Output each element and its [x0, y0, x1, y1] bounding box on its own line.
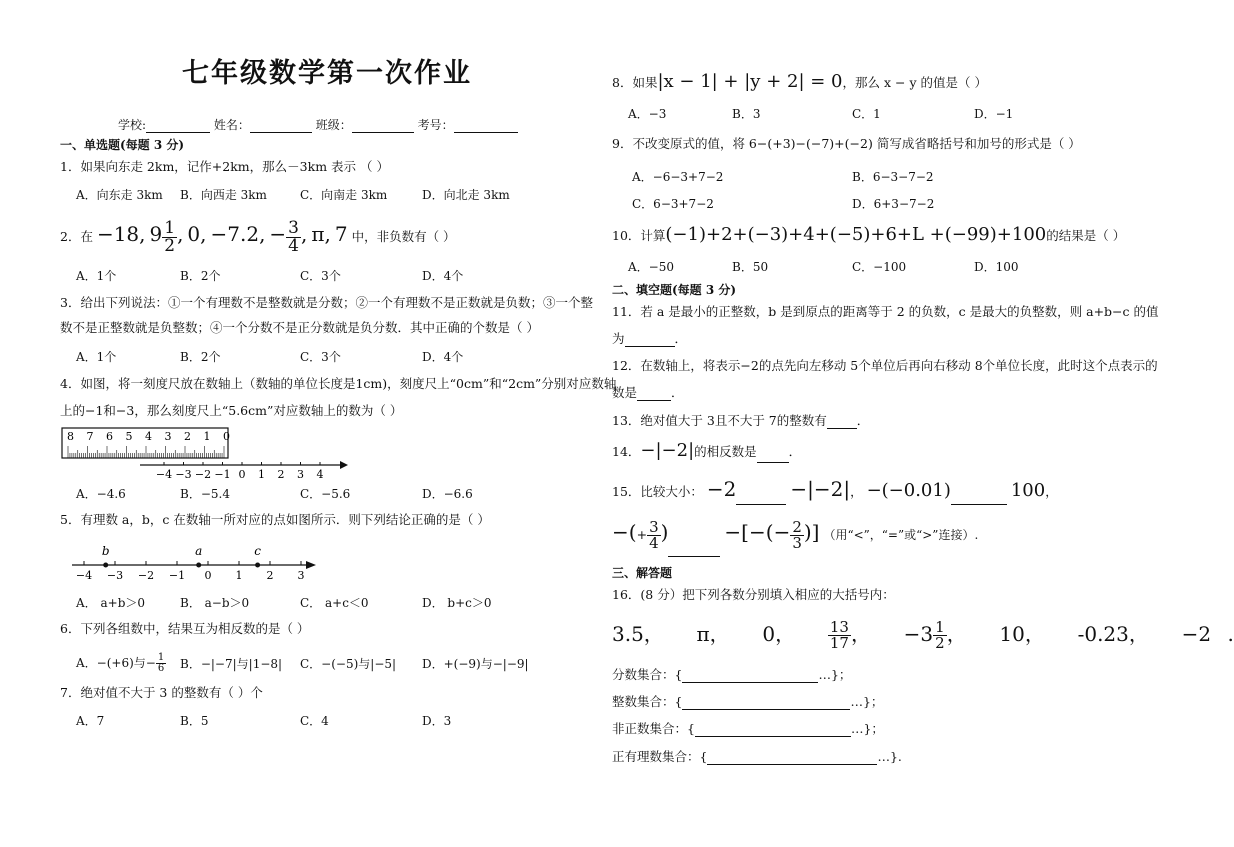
option-c[interactable]: C．1 [852, 107, 881, 121]
axis-label: −4 [75, 569, 93, 582]
answer-blank[interactable] [827, 415, 857, 429]
option-c[interactable]: C．−100 [852, 260, 907, 274]
answer-blank[interactable] [736, 486, 786, 505]
axis-label: −3 [175, 468, 192, 481]
name-label: 姓名： [213, 118, 250, 132]
ruler-digit: 0 [223, 430, 230, 443]
fraction: $\frac{3}{4}$ [288, 218, 299, 256]
option-b[interactable]: B．50 [732, 260, 769, 274]
fraction: $\frac{1}{6}$ [157, 652, 165, 674]
class-blank[interactable] [352, 119, 414, 133]
answer-blank[interactable] [695, 723, 851, 737]
option-a[interactable]: A． a+b＞0 [76, 596, 146, 610]
answer-blank[interactable] [757, 449, 789, 463]
option-b[interactable]: B．5 [180, 714, 209, 728]
math-expression: −|−2| [640, 440, 695, 461]
question-stem: −(+ $\frac{3}{4}$ ) −[−(− $\frac{2}{3}$ )] （用“<”，“=”或“>”连接）. [612, 510, 978, 557]
school-label: 学校: [118, 118, 147, 132]
question-stem: 3．给出下列说法：①一个有理数不是整数就是分数；②一个有理数不是正数就是负数；③一个整 [60, 295, 593, 310]
option-d[interactable]: D．+(−9)与−|−9| [422, 657, 529, 671]
section-title: 二、填空题(每题 3 分) [612, 283, 737, 297]
question-stem: 7．绝对值不大于 3 的整数有（ ）个 [60, 685, 263, 700]
axis-label: 2 [277, 468, 285, 481]
option-b[interactable]: B．3 [732, 107, 761, 121]
axis-label: 3 [297, 468, 304, 481]
option-a[interactable]: A．7 [76, 714, 105, 728]
option-c[interactable]: C．3个 [300, 350, 341, 364]
option-b[interactable]: B．−|−7|与|1−8| [180, 657, 283, 671]
arrow-icon [306, 561, 316, 569]
option-d[interactable]: D．向北走 3km [422, 188, 510, 202]
ruler-number-line-figure [60, 426, 360, 480]
option-d[interactable]: D．4个 [422, 269, 464, 283]
page-title: 七年级数学第一次作业 [182, 58, 472, 89]
question-stem: 14．−|−2|的相反数是 ． [612, 440, 802, 461]
option-d[interactable]: D．−1 [974, 107, 1014, 121]
fraction: $\frac{3}{4}$ [649, 518, 659, 552]
option-d[interactable]: D．−6.6 [422, 487, 473, 501]
points [102, 544, 261, 568]
option-b[interactable]: B．2个 [180, 350, 221, 364]
option-c[interactable]: C．3个 [300, 269, 341, 283]
option-b[interactable]: B．6−3−7−2 [852, 170, 934, 184]
section-title: 一、单选题(每题 3 分) [60, 138, 185, 152]
name-blank[interactable] [250, 119, 312, 133]
option-a[interactable]: A．−(+6)与− $\frac{1}{6}$ [76, 652, 165, 674]
ruler-digits [67, 430, 230, 443]
option-c[interactable]: C．向南走 3km [300, 188, 388, 202]
arrow-icon [340, 461, 348, 469]
question-stem: 2．在 −18, 9 $\frac{1}{2}$ , 0, −7.2, − $\frac{3}{4}$ , π, 7 中，非负数有（ ） [60, 218, 456, 256]
question-stem: 12．在数轴上，将表示−2的点先向左移动 5个单位后再向右移动 8个单位长度，此时这个点表示的 [612, 358, 1158, 373]
question-stem: 15．比较大小： −2 −|−2|， −(−0.01) 100， [612, 476, 1058, 505]
option-c[interactable]: C．6−3+7−2 [632, 197, 714, 211]
number-list: 3.5， π， 0， $\frac{13}{17}$ ， −3 $\frac{1}{2}$ ， 10， -0.23， −2 . [612, 618, 1234, 652]
axis-label: −2 [194, 468, 212, 481]
answer-blank[interactable] [625, 333, 675, 347]
question-stem: 6．下列各组数中，结果互为相反数的是（ ） [60, 621, 310, 636]
question-stem: 上的−1和−3，那么刻度尺上“5.6cm”对应数轴上的数为（ ） [60, 403, 403, 418]
class-label: 班级： [315, 118, 352, 132]
option-c[interactable]: C．−5.6 [300, 487, 351, 501]
point-label: a [195, 544, 203, 558]
axis-label: 1 [235, 569, 243, 582]
option-c[interactable]: C． a+c＜0 [300, 596, 369, 610]
question-stem: 数是 ． [612, 385, 684, 400]
ruler-digit: 4 [145, 430, 152, 443]
point-label: b [101, 544, 110, 558]
question-stem: 8．如果|x − 1| + |y + 2| = 0，那么 x − y 的值是（ ） [612, 71, 987, 92]
question-stem: 数不是正整数就是负整数；④一个分数不是正分数就是负分数．其中正确的个数是（ ） [60, 320, 539, 335]
option-a[interactable]: A．−3 [628, 107, 667, 121]
answer-blank[interactable] [682, 696, 850, 710]
answer-blank[interactable] [707, 751, 877, 765]
option-d[interactable]: D．100 [974, 260, 1019, 274]
exam-no-blank[interactable] [454, 119, 518, 133]
axis-label: 2 [266, 569, 274, 582]
option-a[interactable]: A．1个 [76, 350, 117, 364]
option-b[interactable]: B．2个 [180, 269, 221, 283]
axis-label: 0 [204, 569, 212, 582]
exam-no-label: 考号： [417, 118, 454, 132]
axis-label: 4 [316, 468, 324, 481]
ruler-digit: 3 [164, 430, 172, 443]
question-stem: 5．有理数 a，b，c 在数轴一所对应的点如图所示．则下列结论正确的是（ ） [60, 512, 490, 527]
ruler-digit: 6 [106, 430, 113, 443]
axis-label: −3 [106, 569, 124, 582]
option-b[interactable]: B．−5.4 [180, 487, 230, 501]
number-line-figure [70, 543, 320, 583]
fraction: $\frac{1}{2}$ [164, 218, 176, 256]
option-c[interactable]: C．−(−5)与|−5| [300, 657, 397, 671]
axis-label: 3 [297, 569, 305, 582]
axis-label: 1 [258, 468, 265, 481]
fraction: $\frac{1}{2}$ [935, 618, 945, 652]
option-b[interactable]: B． a−b＞0 [180, 596, 250, 610]
option-d[interactable]: D．6+3−7−2 [852, 197, 935, 211]
option-a[interactable]: A．向东走 3km [76, 188, 163, 202]
question-stem: 16．(8 分）把下列各数分别填入相应的大括号内： [612, 587, 895, 602]
axis-label: −2 [137, 569, 155, 582]
set-line: 正有理数集合：{ …}. [612, 749, 902, 764]
math-expression: (−1)+2+(−3)+4+(−5)+6+L +(−99)+100 [665, 224, 1047, 245]
axis-ticks [76, 561, 305, 582]
point-marker [103, 563, 108, 568]
option-a[interactable]: A．−50 [628, 260, 674, 274]
school-blank[interactable] [146, 119, 210, 133]
answer-blank[interactable] [668, 536, 720, 557]
ruler-digit: 1 [203, 430, 211, 443]
ruler-ticks [68, 446, 224, 458]
ruler-digit: 5 [125, 430, 133, 443]
fraction: $\frac{13}{17}$ [829, 618, 849, 652]
option-c[interactable]: C．4 [300, 714, 329, 728]
question-stem: 9．不改变原式的值，将 6−(+3)−(−7)+(−2) 简写成省略括号和加号的形式是（ ） [612, 136, 1081, 151]
option-d[interactable]: D．4个 [422, 350, 464, 364]
option-d[interactable]: D．3 [422, 714, 452, 728]
option-a[interactable]: A．−4.6 [76, 487, 126, 501]
axis-label: 0 [238, 468, 246, 481]
question-stem: 10．计算(−1)+2+(−3)+4+(−5)+6+L +(−99)+100的结果是（ ） [612, 224, 1126, 245]
point-marker [255, 563, 260, 568]
question-stem: 为 ． [612, 331, 688, 346]
option-d[interactable]: D． b+c＞0 [422, 596, 492, 610]
math-expression: |x − 1| + |y + 2| = 0 [657, 71, 843, 92]
set-line: 非正数集合：{ …}； [612, 721, 884, 736]
set-line: 分数集合：{ …}； [612, 667, 852, 682]
option-b[interactable]: B．向西走 3km [180, 188, 267, 202]
section-title: 三、解答题 [612, 566, 673, 580]
axis-label: −4 [155, 468, 173, 481]
option-a[interactable]: A．−6−3+7−2 [632, 170, 724, 184]
axis-label: −1 [168, 569, 186, 582]
set-line: 整数集合：{ …}； [612, 694, 884, 709]
ruler-digit: 7 [86, 430, 94, 443]
answer-blank[interactable] [951, 486, 1007, 505]
fraction: $\frac{2}{3}$ [792, 518, 802, 552]
answer-blank[interactable] [682, 669, 818, 683]
ruler-digit: 8 [67, 430, 74, 443]
student-info-line [118, 117, 518, 133]
question-stem: 1．如果向东走 2km，记作+2km，那么－3km 表示 （ ） [60, 159, 389, 174]
question-stem: 11．若 a 是最小的正整数，b 是到原点的距离等于 2 的负数，c 是最大的负整数，则 a+b−c 的值 [612, 304, 1159, 319]
ruler-digit: 2 [184, 430, 191, 443]
option-a[interactable]: A．1个 [76, 269, 117, 283]
question-stem: 4．如图，将一刻度尺放在数轴上（数轴的单位长度是1cm)，刻度尺上“0cm”和“2cm”分别对应数轴 [60, 376, 617, 391]
question-stem: 13．绝对值大于 3且不大于 7的整数有 ． [612, 413, 870, 428]
point-marker [196, 563, 201, 568]
point-label: c [254, 544, 261, 558]
axis-label: −1 [214, 468, 231, 481]
answer-blank[interactable] [637, 387, 671, 401]
